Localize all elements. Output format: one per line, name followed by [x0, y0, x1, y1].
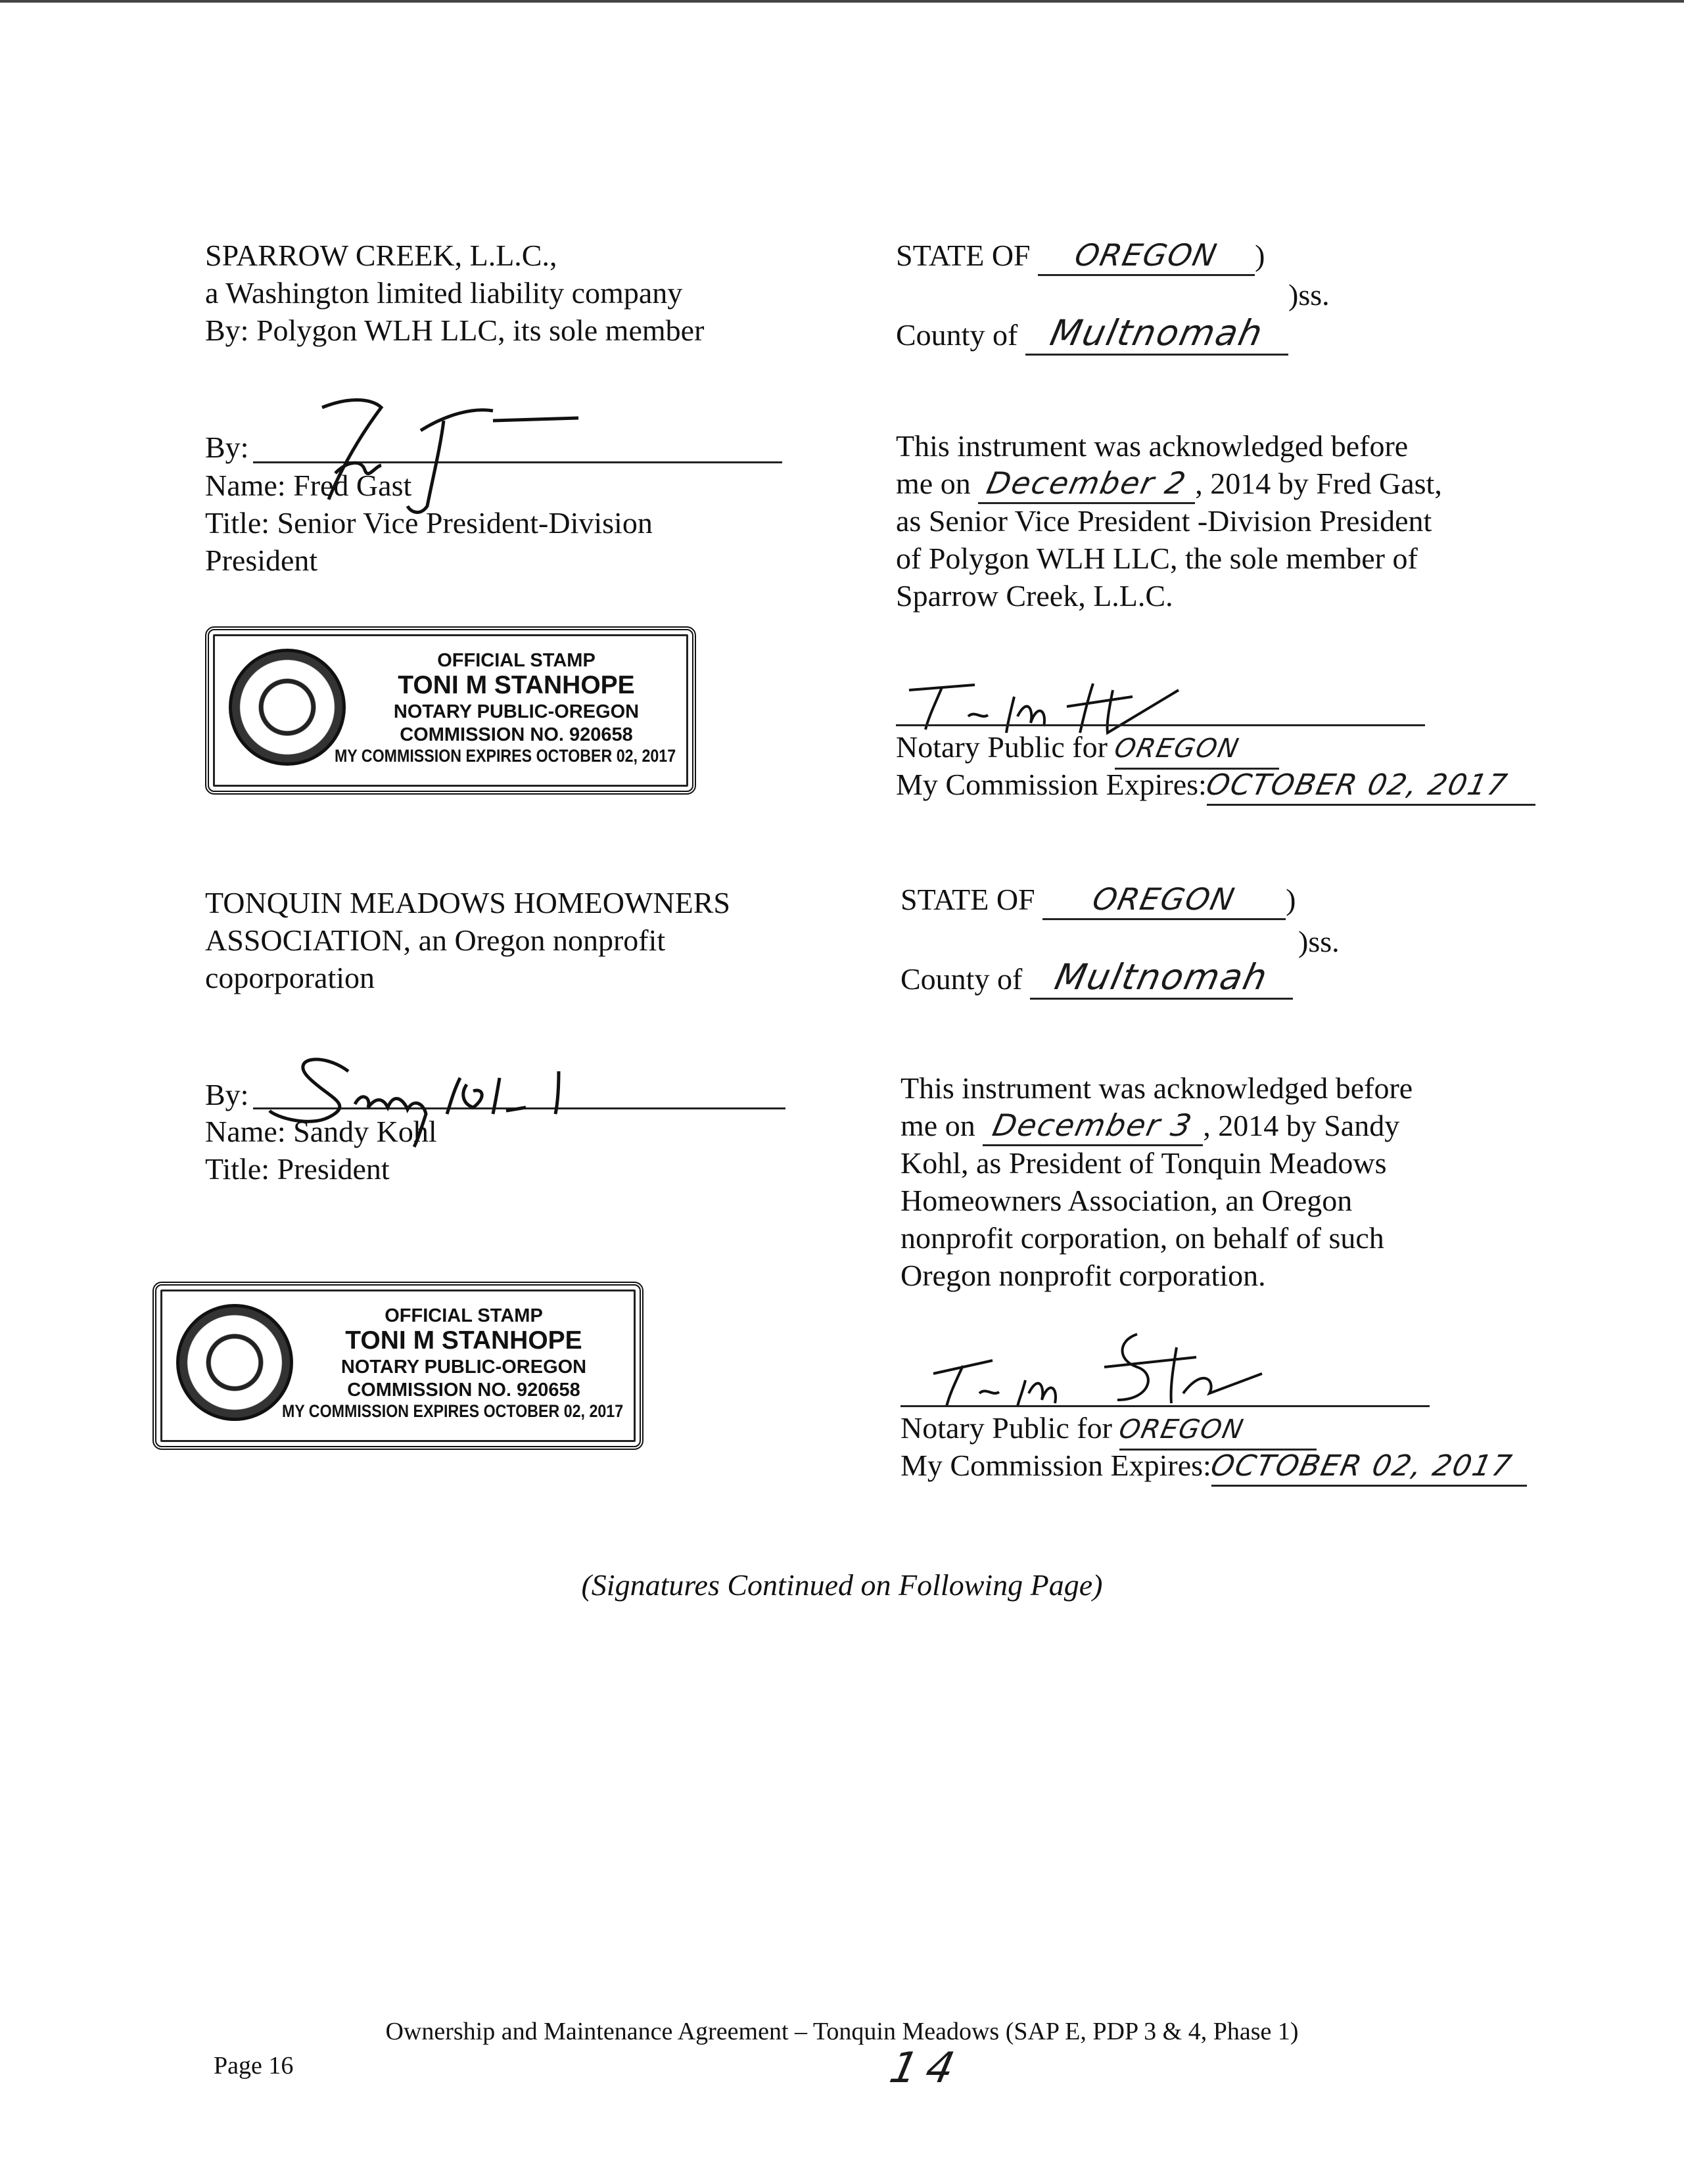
ack-1-line-2: [896, 465, 1442, 504]
oregon-seal-icon: [176, 1304, 293, 1421]
paren: ): [1286, 883, 1296, 916]
signer-name-1: Name: Fred Gast: [205, 469, 412, 502]
county-line-2: [900, 958, 1293, 1000]
by-label-1: By:: [205, 430, 249, 464]
ack-2-line-5: nonprofit corporation, on behalf of such: [900, 1221, 1384, 1255]
expires-handwritten: OCTOBER 02, 2017: [1203, 768, 1511, 802]
county-line-1: [896, 314, 1288, 356]
stamp-expiry: MY COMMISSION EXPIRES OCTOBER 02, 2017: [334, 746, 676, 766]
stamp-notary-title: NOTARY PUBLIC-OREGON: [340, 1357, 587, 1378]
ack-2-line-1: This instrument was acknowledged before: [900, 1071, 1413, 1105]
stamp-notary-name: TONI M STANHOPE: [345, 1326, 582, 1355]
ss-mark-2: )ss.: [1298, 925, 1340, 958]
county-value-handwritten: Multnomah: [1050, 956, 1272, 998]
signer-name-2: Name: Sandy Kohl: [205, 1115, 437, 1148]
notary-state-handwritten: OREGON: [1111, 733, 1243, 764]
ack-1-line-3: as Senior Vice President -Division President: [896, 504, 1432, 538]
ack-1-line-1: This instrument was acknowledged before: [896, 429, 1409, 463]
signer-title-1-cont: President: [205, 544, 318, 577]
by-label-2: By:: [205, 1078, 249, 1111]
ack-2-line-2: [900, 1107, 1399, 1146]
stamp-official: OFFICIAL STAMP: [437, 650, 596, 671]
signatures-continued-note: (Signatures Continued on Following Page): [581, 1568, 1103, 1602]
state-value-handwritten: OREGON: [1071, 237, 1221, 273]
ack-1-line-5: Sparrow Creek, L.L.C.: [896, 579, 1173, 613]
expires-label: My Commission Expires:: [896, 768, 1207, 801]
company-desc-2-cont: coporporation: [205, 961, 375, 994]
notary-stamp-2: [152, 1282, 643, 1450]
footer-agreement-title: Ownership and Maintenance Agreement – Tonquin Meadows (SAP E, PDP 3 & 4, Phase 1): [385, 2018, 1299, 2045]
commission-expires-1: [896, 766, 1535, 806]
company-desc-2: ASSOCIATION, an Oregon nonprofit: [205, 923, 666, 957]
county-label: County of: [900, 962, 1023, 996]
notary-line-1: [896, 724, 1425, 726]
stamp-notary-title: NOTARY PUBLIC-OREGON: [393, 701, 640, 722]
county-value-handwritten: Multnomah: [1046, 312, 1267, 354]
notary-label: Notary Public for: [896, 730, 1108, 764]
county-label: County of: [896, 318, 1018, 352]
signer-title-1: Title: Senior Vice President-Division: [205, 506, 653, 540]
ack-me-on: me on: [900, 1109, 975, 1142]
ack-year-signer: , 2014 by Fred Gast,: [1195, 467, 1442, 500]
notary-label: Notary Public for: [900, 1411, 1112, 1445]
top-border: [0, 0, 1684, 3]
ack-year-signer: , 2014 by Sandy: [1203, 1109, 1400, 1142]
notary-signature-2: [920, 1321, 1288, 1413]
company-member-1: By: Polygon WLH LLC, its sole member: [205, 314, 705, 347]
state-label: STATE OF: [900, 883, 1035, 916]
stamp-commission-no: COMMISSION NO. 920658: [400, 724, 633, 745]
ack-2-line-6: Oregon nonprofit corporation.: [900, 1259, 1266, 1292]
ss-mark-1: )ss.: [1288, 278, 1330, 312]
ack-date-handwritten: December 2: [983, 465, 1190, 501]
stamp-commission-no: COMMISSION NO. 920658: [347, 1380, 580, 1401]
oregon-seal-icon: [229, 649, 346, 766]
commission-expires-2: [900, 1447, 1527, 1487]
state-line-2: [900, 881, 1296, 920]
footer-page-number: Page 16: [214, 2052, 294, 2079]
expires-handwritten: OCTOBER 02, 2017: [1207, 1449, 1516, 1483]
state-label: STATE OF: [896, 239, 1031, 272]
ack-2-line-4: Homeowners Association, an Oregon: [900, 1184, 1353, 1217]
notary-for-2: [900, 1409, 1317, 1451]
company-name-2: TONQUIN MEADOWS HOMEOWNERS: [205, 886, 731, 919]
stamp-notary-name: TONI M STANHOPE: [398, 671, 635, 699]
notary-for-1: [896, 728, 1279, 770]
state-line-1: [896, 237, 1265, 276]
notary-line-2: [900, 1405, 1430, 1407]
notary-state-handwritten: OREGON: [1116, 1414, 1248, 1445]
paren: ): [1255, 239, 1265, 272]
handwritten-page-number: 14: [885, 2044, 968, 2093]
signer-title-2: Title: President: [205, 1152, 390, 1186]
notary-stamp-1: [205, 626, 696, 795]
state-value-handwritten: OREGON: [1089, 881, 1239, 917]
stamp-official: OFFICIAL STAMP: [385, 1305, 543, 1326]
ack-2-line-3: Kohl, as President of Tonquin Meadows: [900, 1146, 1387, 1180]
ack-date-handwritten: December 3: [989, 1107, 1196, 1143]
stamp-expiry: MY COMMISSION EXPIRES OCTOBER 02, 2017: [281, 1401, 624, 1421]
notary-signature-1: [896, 670, 1225, 736]
company-name-1: SPARROW CREEK, L.L.C.,: [205, 239, 557, 272]
company-desc-1: a Washington limited liability company: [205, 276, 683, 310]
ack-1-line-4: of Polygon WLH LLC, the sole member of: [896, 542, 1418, 575]
expires-label: My Commission Expires:: [900, 1449, 1211, 1482]
ack-me-on: me on: [896, 467, 971, 500]
